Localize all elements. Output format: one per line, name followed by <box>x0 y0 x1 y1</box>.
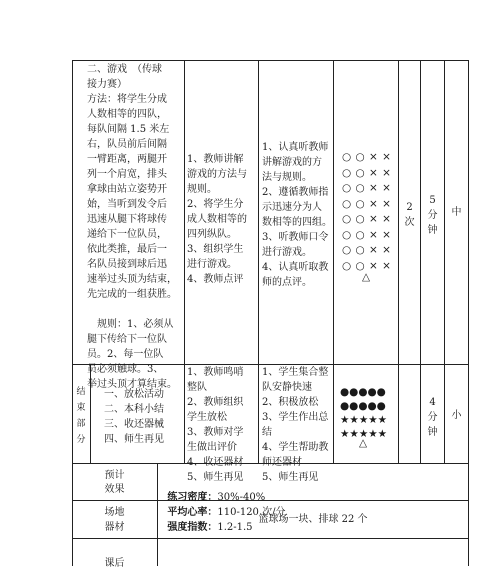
border-top <box>72 60 469 61</box>
end-intensity: 小 <box>451 410 462 421</box>
game-intensity: 中 <box>451 207 462 218</box>
strength-value: 1.2-1.5 <box>217 522 253 533</box>
game-teacher-activity: 1、教师讲解 游戏的方法与 规则。 2、将学生分 成人数相等的 四列纵队。 3、组织学生 进行游戏。 4、教师点评 <box>187 154 247 285</box>
end-duration: 4 分 钟 <box>427 397 438 438</box>
end-formation-teacher: △ <box>359 437 368 449</box>
end-teacher-activity: 1、教师鸣哨 整队 2、教师组织 学生放松 3、教师对学 生做出评价 4、收还器材 5、师生再见 <box>187 367 244 483</box>
col-sep-3 <box>333 60 334 463</box>
game-student-activity: 1、认真听教师 讲解游戏的方 法与规则。 2、遵循教师指 示迅速分为人 数相等的四组。 3、听教师口令 进行游戏。 4、认真听取教 师的点评。 <box>262 142 332 288</box>
game-content: 二、游戏 （传球 接力赛） 方法：将学生分成 人数相等的四队， 每队间隔 1.5 米左 右，队员前后间隔 一臂距离，两腿开 列一个肩宽，排头 拿球由站立姿势开 始，当听到发令后 迅速从腿下将球传 递给下一位队员， 依此类推，最后一 名队员接到球后迅 速举过头顶为结束， 先完成的一组获胜。 规则：1、必须从 腿下传给下一位队 员。2、每一位队 员必须触球。3、 举过头顶才算结束。 <box>87 64 177 390</box>
col-sep-1 <box>184 60 185 463</box>
col-sep-2 <box>258 60 259 463</box>
end-formation: ●●●●● ●●●●● ★★★★★ ★★★★★ <box>340 386 388 440</box>
density-value: 30%-40% <box>217 492 266 503</box>
row-sep-4 <box>72 538 469 539</box>
density-label: 练习密度： <box>167 492 218 503</box>
heart-rate-label: 平均心率： <box>167 507 218 518</box>
border-right <box>468 60 469 566</box>
game-duration: 5 分 钟 <box>427 195 438 236</box>
heart-rate-value: 110-120 次/分 <box>217 507 286 518</box>
game-formation: ○ ○ × × ○ ○ × × ○ ○ × × ○ ○ × × ○ ○ × × ○ ○ × × ○ ○ × × ○ ○ × × <box>342 151 392 272</box>
venue-value: 篮球场一块、排球 22 个 <box>258 514 368 525</box>
end-section-label: 结 束 部 分 <box>76 387 86 445</box>
strength-label: 强度指数： <box>167 522 218 533</box>
venue-label: 场地 器材 <box>104 507 125 533</box>
after-class-label: 课后 <box>104 558 125 569</box>
col-sep-4 <box>398 60 399 463</box>
col-sep-6 <box>444 60 445 463</box>
end-content: 一、放松活动 二、本科小结 三、收还器械 四、师生再见 <box>104 389 164 445</box>
end-student-activity: 1、学生集合整 队安静快速 2、积极放松 3、学生作出总 结 4、学生帮助教 师还器材 5、师生再见 <box>262 367 329 483</box>
game-times: 2 次 <box>404 202 415 228</box>
game-formation-teacher: △ <box>362 271 371 283</box>
expected-label: 预计 效果 <box>104 470 125 495</box>
